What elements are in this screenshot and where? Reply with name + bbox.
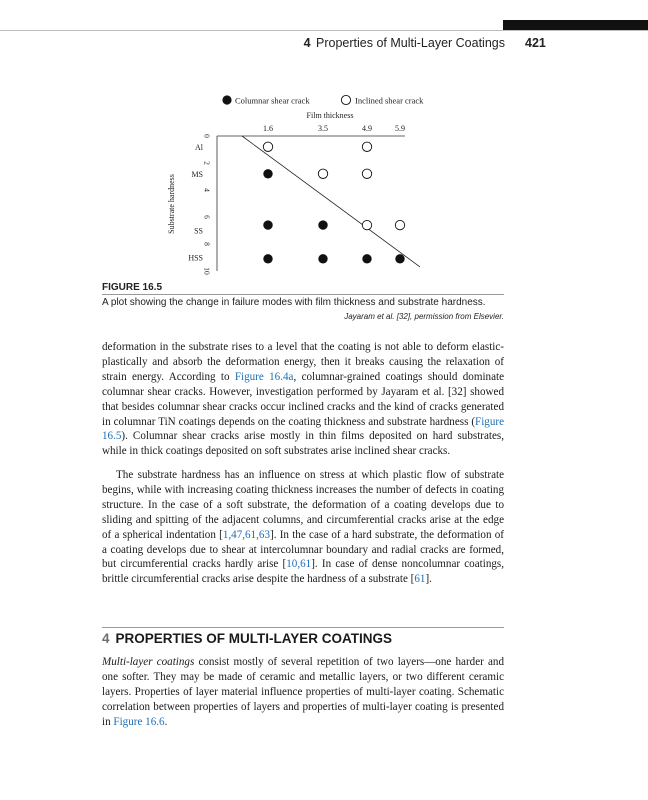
text-run: Multi-layer coatings bbox=[102, 656, 195, 668]
y-tick-label: 2 bbox=[202, 161, 212, 165]
reference-link[interactable]: Figure 16.5 bbox=[102, 415, 504, 443]
text-run: The substrate hardness has an influence on stress at which plastic flow of substrate begins, while with increasing coating thickness increases the number of defects in coating structure. In the case of a soft substrate, the deformation of a coating develops due to sliding and spitting of the adjacent columns, and circumferential cracks arise at the edge of a spherical indentation [ bbox=[102, 469, 504, 541]
legend-label-inclined: Inclined shear crack bbox=[355, 95, 424, 106]
running-head-title: Properties of Multi-Layer Coatings bbox=[316, 36, 505, 50]
running-head-section-number: 4 bbox=[303, 36, 311, 50]
running-head bbox=[0, 36, 505, 50]
paragraph-3 bbox=[102, 655, 504, 730]
text-run: ]. In the case of a hard substrate, the deformation of a coating develops due to shear at intercolumnar boundary and radial cracks are formed, but circumferential cracks hardly arise [ bbox=[102, 528, 505, 571]
data-point-inclined bbox=[395, 220, 404, 229]
legend-marker-inclined bbox=[341, 95, 350, 104]
header-rule bbox=[0, 30, 648, 31]
y-tick-label: 10 bbox=[202, 267, 212, 275]
section-heading-title: PROPERTIES OF MULTI-LAYER COATINGS bbox=[115, 631, 393, 646]
x-axis-label: Film thickness bbox=[306, 111, 354, 120]
data-point-columnar bbox=[263, 220, 272, 229]
data-point-inclined bbox=[318, 169, 327, 178]
data-point-inclined bbox=[362, 220, 371, 229]
data-point-columnar bbox=[318, 220, 327, 229]
y-tick-label: 4 bbox=[202, 188, 212, 192]
text-run: ). Columnar shear cracks arise mostly in thin films deposited on hard substrates, while in thick coatings deposited on soft substrates arise inclined shear cracks. bbox=[102, 430, 504, 458]
text-run: ]. In case of dense noncolumnar coatings, brittle circumferential cracks arise despite the hardness of a substrate [ bbox=[102, 558, 505, 586]
data-point-inclined bbox=[362, 169, 371, 178]
paragraph-2 bbox=[102, 468, 504, 587]
material-label: Al bbox=[195, 142, 203, 152]
x-tick-label: 3.5 bbox=[318, 124, 328, 133]
x-tick-label: 1.6 bbox=[263, 124, 273, 133]
section-heading bbox=[102, 631, 392, 646]
material-label: MS bbox=[191, 169, 203, 179]
figure-label: FIGURE 16.5 bbox=[102, 282, 163, 293]
data-point-columnar bbox=[318, 254, 327, 263]
reference-link[interactable]: 1,47,61,63 bbox=[222, 528, 270, 541]
reference-link[interactable]: 61 bbox=[414, 573, 426, 586]
reference-link[interactable]: Figure 16.4a bbox=[234, 370, 294, 383]
material-label: HSS bbox=[188, 253, 203, 263]
x-tick-label: 4.9 bbox=[362, 124, 372, 133]
text-run: consist mostly of several repetition of two layers—one harder and one softer. They may be made of ceramic and metallic layers, or two different ceramic layers. Properties of layer material influence properties of multi-layer coating. Schematic correlation between properties of layers and properties of multi-layer coating is presented in bbox=[102, 656, 504, 728]
figure-16-5-chart bbox=[160, 88, 445, 278]
y-tick-label: 0 bbox=[202, 134, 212, 138]
data-point-columnar bbox=[362, 254, 371, 263]
text-run: . bbox=[164, 715, 168, 728]
y-axis-label: Substrate hardness bbox=[167, 174, 176, 234]
figure-caption: A plot showing the change in failure modes with film thickness and substrate hardness. bbox=[102, 297, 486, 308]
text-run: deformation in the substrate rises to a level that the coating is not able to deform elastic-plastically and absorb the deformation energy, then it breaks causing the relaxation of strain energy. According to bbox=[102, 341, 504, 383]
paragraph-1 bbox=[102, 340, 504, 459]
text-run: , columnar-grained coatings should dominate columnar shear cracks. However, investigation performed by Jayaram et al. [32] showed that besides columnar shear cracks occur inclined cracks and the kind of cracks generated in columnar TiN coatings depends on the coating thickness and substrate hardness ( bbox=[102, 370, 505, 428]
data-point-inclined bbox=[362, 142, 371, 151]
data-point-inclined bbox=[263, 142, 272, 151]
section-rule bbox=[102, 627, 504, 628]
legend-label-columnar: Columnar shear crack bbox=[235, 95, 310, 106]
legend-marker-columnar bbox=[222, 95, 231, 104]
section-heading-number: 4 bbox=[102, 631, 110, 646]
boundary-line bbox=[242, 136, 420, 267]
data-point-columnar bbox=[263, 169, 272, 178]
x-tick-label: 5.9 bbox=[395, 124, 405, 133]
reference-link[interactable]: 10,61 bbox=[286, 558, 312, 571]
data-point-columnar bbox=[263, 254, 272, 263]
y-tick-label: 6 bbox=[202, 215, 212, 219]
y-tick-label: 8 bbox=[202, 242, 212, 246]
text-run: ]. bbox=[425, 573, 432, 586]
material-label: SS bbox=[194, 226, 203, 236]
page-number: 421 bbox=[525, 36, 546, 50]
figure-credit: Jayaram et al. [32], permission from Elsevier. bbox=[344, 312, 504, 321]
figure-caption-rule bbox=[102, 294, 504, 295]
reference-link[interactable]: Figure 16.6 bbox=[113, 715, 165, 728]
data-point-columnar bbox=[395, 254, 404, 263]
